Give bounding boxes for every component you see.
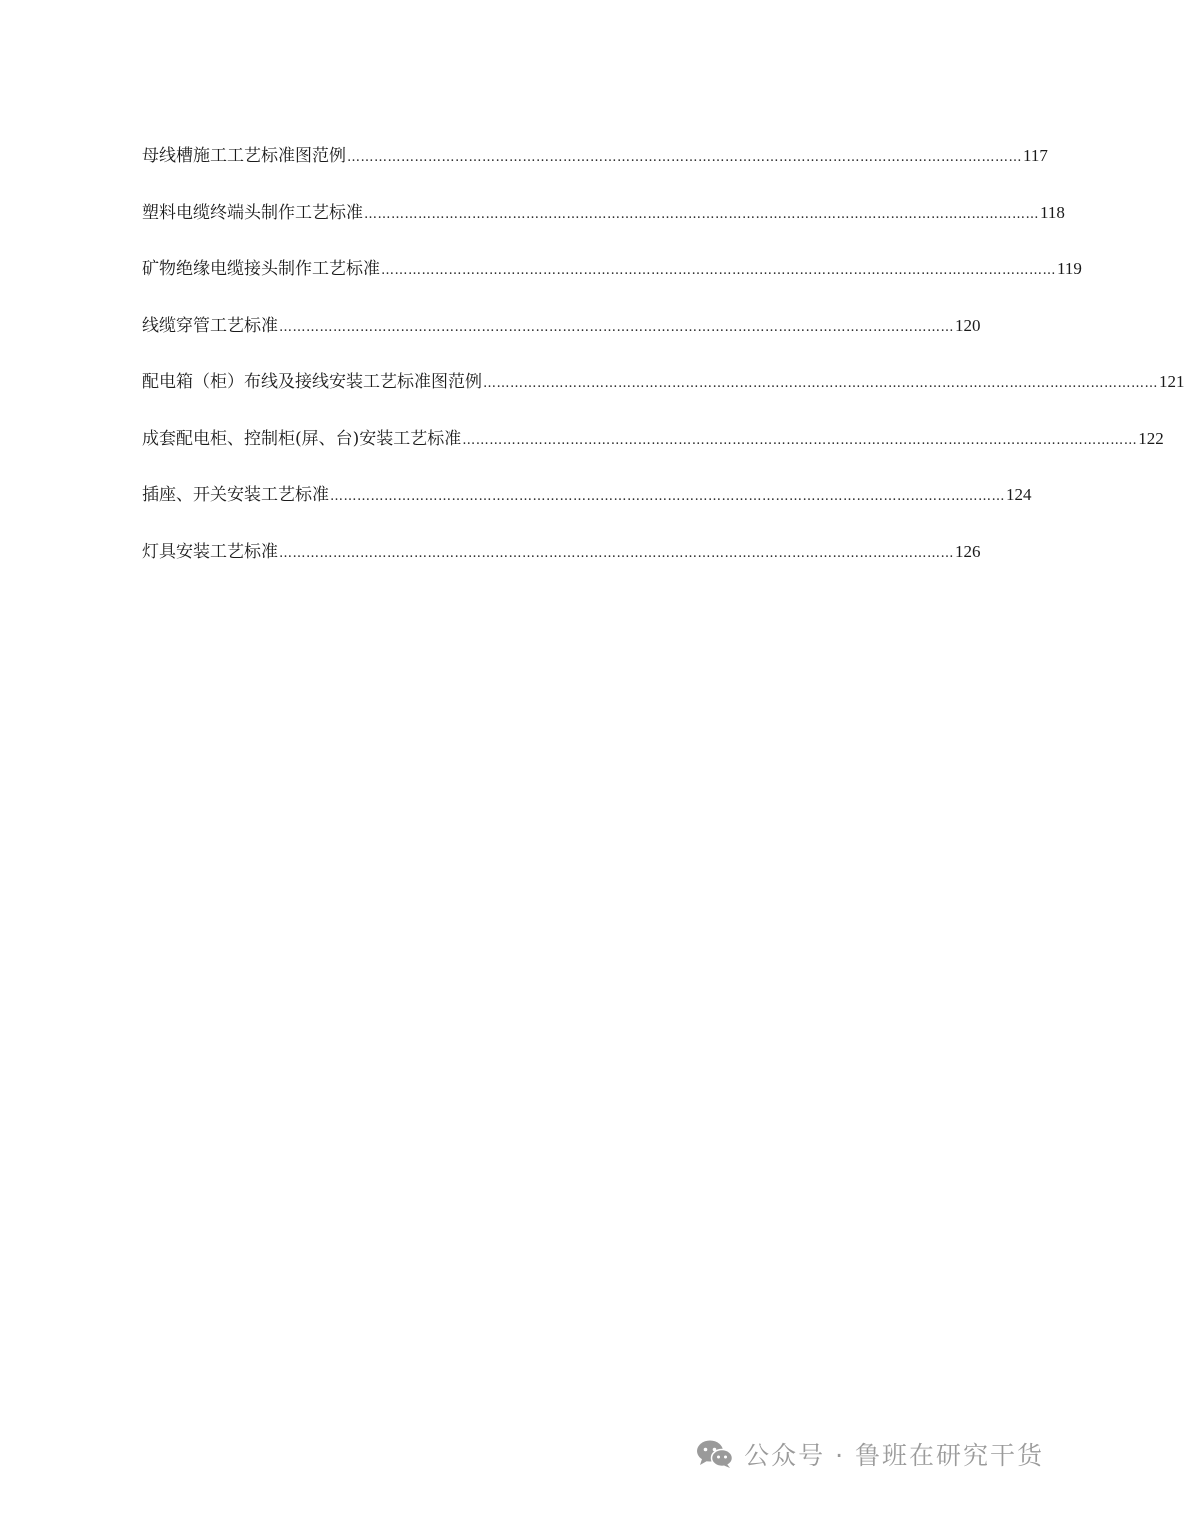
toc-entry[interactable]	[142, 425, 1164, 482]
toc-entry-page: 120	[955, 315, 981, 335]
toc-entry-page: 126	[955, 541, 981, 561]
toc-entry[interactable]	[142, 312, 981, 369]
toc-entry-page: 118	[1040, 202, 1065, 222]
toc-entry-page: 124	[1006, 485, 1032, 504]
toc-entry-title: 插座、开关安装工艺标准	[142, 485, 329, 505]
toc-entry-page: 121	[1159, 372, 1185, 391]
toc-entry-title: 灯具安装工艺标准	[142, 541, 278, 562]
toc-entry-title: 矿物绝缘电缆接头制作工艺标准	[142, 259, 380, 279]
toc-leader-dots: ……………………………………………………………………………………………………………………………………	[279, 545, 954, 561]
toc-entry[interactable]	[142, 199, 1065, 256]
toc-entry-title: 配电箱（柜）布线及接线安装工艺标准图范例	[142, 372, 482, 392]
toc-leader-dots: ……………………………………………………………………………………………………………………………………	[483, 376, 1158, 391]
toc-entry-title: 母线槽施工工艺标准图范例	[142, 146, 346, 166]
toc-entry[interactable]	[142, 255, 1082, 312]
toc-entry[interactable]	[142, 142, 1048, 199]
table-of-contents	[142, 142, 1185, 594]
toc-entry[interactable]	[142, 368, 1185, 425]
watermark	[696, 1434, 1044, 1474]
toc-leader-dots: ……………………………………………………………………………………………………………………………………	[347, 150, 1022, 165]
toc-leader-dots: ……………………………………………………………………………………………………………………………………	[462, 432, 1138, 448]
toc-entry[interactable]	[142, 481, 1032, 538]
toc-leader-dots: ……………………………………………………………………………………………………………………………………	[279, 319, 954, 335]
toc-entry-title: 线缆穿管工艺标准	[142, 315, 278, 336]
toc-entry-page: 117	[1023, 146, 1048, 165]
toc-entry-page: 119	[1057, 259, 1082, 278]
toc-entry[interactable]	[142, 538, 981, 595]
toc-leader-dots: ……………………………………………………………………………………………………………………………………	[364, 206, 1039, 222]
toc-entry-title: 成套配电柜、控制柜(屏、台)安装工艺标准	[142, 428, 462, 449]
wechat-icon	[696, 1439, 734, 1469]
watermark-text: 公众号 · 鲁班在研究干货	[744, 1441, 1044, 1470]
toc-entry-title: 塑料电缆终端头制作工艺标准	[142, 202, 363, 223]
toc-leader-dots: ……………………………………………………………………………………………………………………………………	[381, 263, 1056, 278]
toc-entry-page: 122	[1138, 428, 1164, 448]
toc-leader-dots: ……………………………………………………………………………………………………………………………………	[330, 489, 1005, 504]
